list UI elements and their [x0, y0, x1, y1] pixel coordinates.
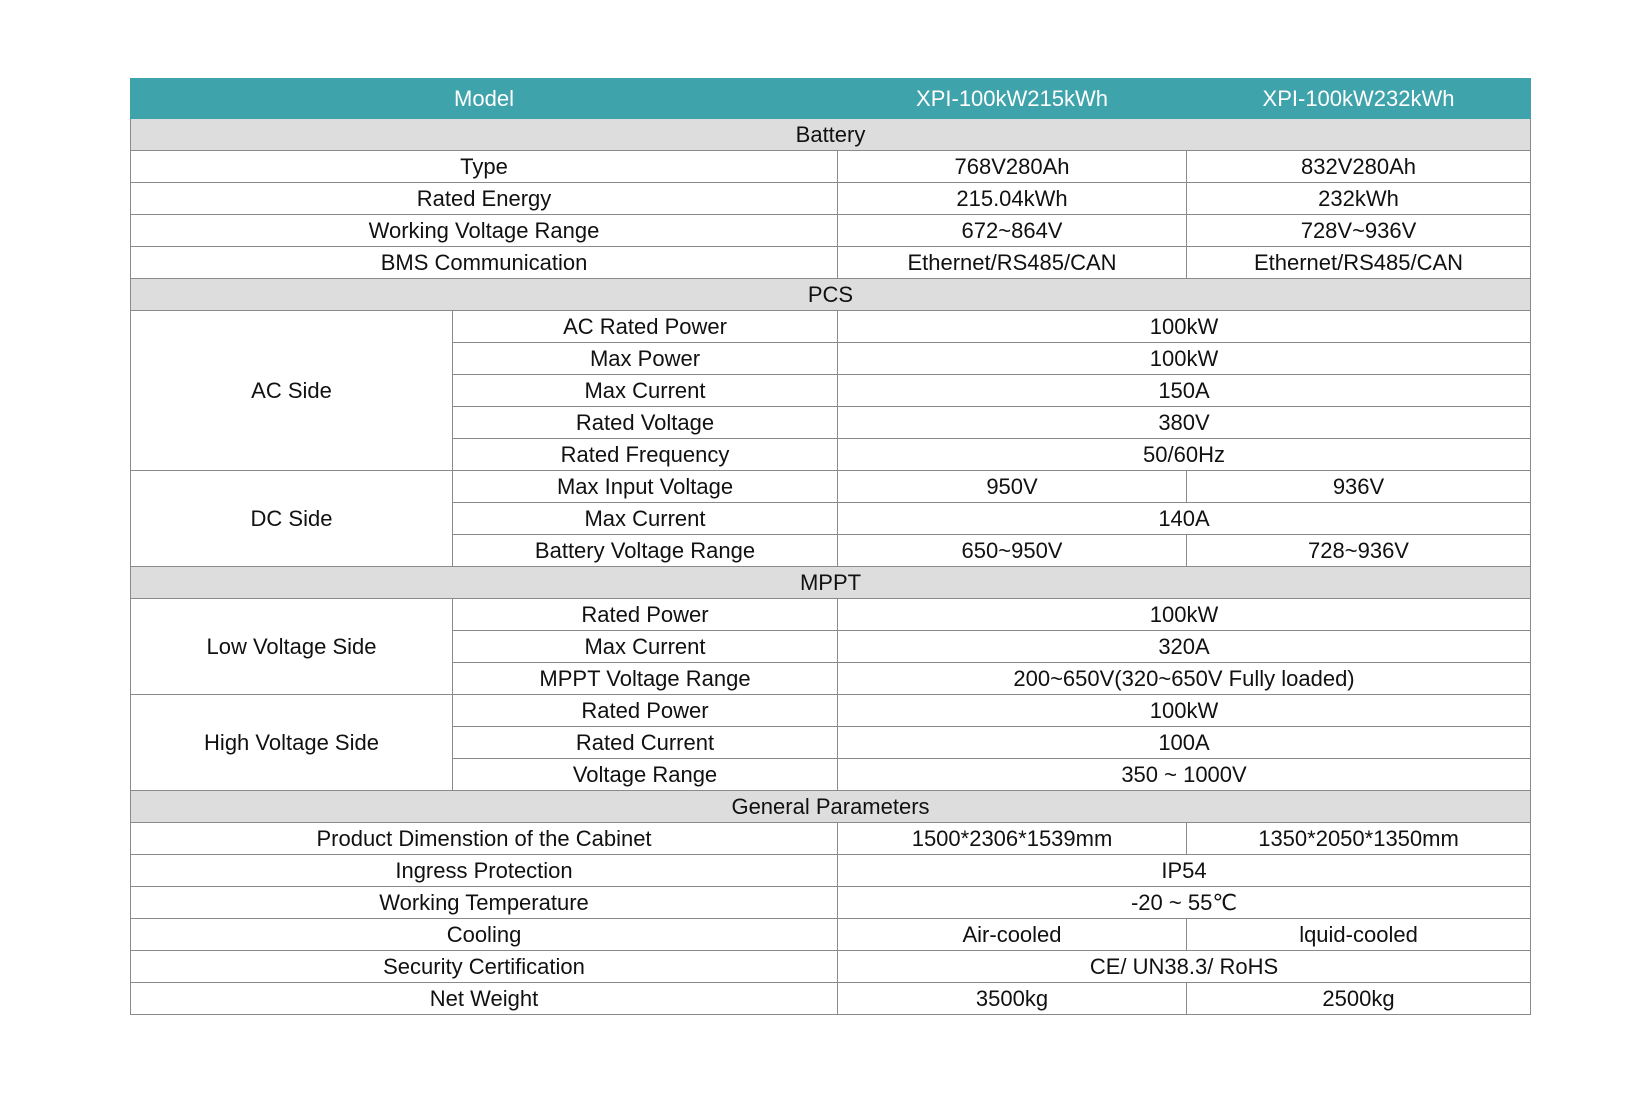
shared-value: 100kW	[838, 343, 1531, 375]
model-header: Model	[131, 79, 838, 119]
value-a: 3500kg	[838, 983, 1187, 1015]
value-b: 2500kg	[1187, 983, 1531, 1015]
group-label-ac-side: AC Side	[131, 311, 453, 471]
shared-value: 140A	[838, 503, 1531, 535]
row-label: Max Power	[453, 343, 838, 375]
group-label-high-voltage-side: High Voltage Side	[131, 695, 453, 791]
row-label: Max Current	[453, 503, 838, 535]
value-b: 232kWh	[1187, 183, 1531, 215]
model-b-header: XPI-100kW232kWh	[1187, 79, 1531, 119]
section-mppt	[131, 567, 1531, 599]
table-row	[131, 951, 1531, 983]
shared-value: -20 ~ 55℃	[838, 887, 1531, 919]
value-b: 728V~936V	[1187, 215, 1531, 247]
shared-value: 100kW	[838, 599, 1531, 631]
shared-value: 350 ~ 1000V	[838, 759, 1531, 791]
shared-value: CE/ UN38.3/ RoHS	[838, 951, 1531, 983]
row-label: Rated Frequency	[453, 439, 838, 471]
section-title: PCS	[131, 279, 1531, 311]
table-row	[131, 887, 1531, 919]
section-title: Battery	[131, 119, 1531, 151]
value-a: Air-cooled	[838, 919, 1187, 951]
section-battery	[131, 119, 1531, 151]
shared-value: 200~650V(320~650V Fully loaded)	[838, 663, 1531, 695]
value-b: lquid-cooled	[1187, 919, 1531, 951]
row-label: Rated Energy	[131, 183, 838, 215]
row-label: Net Weight	[131, 983, 838, 1015]
header-row	[131, 79, 1531, 119]
table-row	[131, 695, 1531, 727]
row-label: MPPT Voltage Range	[453, 663, 838, 695]
table-row	[131, 151, 1531, 183]
table-row	[131, 919, 1531, 951]
shared-value: 380V	[838, 407, 1531, 439]
row-label: Working Voltage Range	[131, 215, 838, 247]
table-row	[131, 471, 1531, 503]
group-label-low-voltage-side: Low Voltage Side	[131, 599, 453, 695]
row-label: Max Input Voltage	[453, 471, 838, 503]
row-label: Product Dimenstion of the Cabinet	[131, 823, 838, 855]
row-label: Max Current	[453, 631, 838, 663]
table-row	[131, 183, 1531, 215]
table-row	[131, 215, 1531, 247]
shared-value: 100kW	[838, 695, 1531, 727]
value-a: Ethernet/RS485/CAN	[838, 247, 1187, 279]
shared-value: 150A	[838, 375, 1531, 407]
value-b: 1350*2050*1350mm	[1187, 823, 1531, 855]
spec-table	[130, 78, 1531, 1015]
section-title: MPPT	[131, 567, 1531, 599]
shared-value: 320A	[838, 631, 1531, 663]
table-row	[131, 823, 1531, 855]
value-b: 936V	[1187, 471, 1531, 503]
table-row	[131, 855, 1531, 887]
row-label: Rated Current	[453, 727, 838, 759]
row-label: Security Certification	[131, 951, 838, 983]
section-pcs	[131, 279, 1531, 311]
table-row	[131, 599, 1531, 631]
value-b: 832V280Ah	[1187, 151, 1531, 183]
shared-value: IP54	[838, 855, 1531, 887]
row-label: Voltage Range	[453, 759, 838, 791]
value-b: 728~936V	[1187, 535, 1531, 567]
row-label: AC Rated Power	[453, 311, 838, 343]
value-a: 950V	[838, 471, 1187, 503]
row-label: Rated Power	[453, 695, 838, 727]
value-a: 1500*2306*1539mm	[838, 823, 1187, 855]
shared-value: 50/60Hz	[838, 439, 1531, 471]
row-label: BMS Communication	[131, 247, 838, 279]
row-label: Max Current	[453, 375, 838, 407]
table-row	[131, 247, 1531, 279]
shared-value: 100A	[838, 727, 1531, 759]
value-a: 768V280Ah	[838, 151, 1187, 183]
row-label: Battery Voltage Range	[453, 535, 838, 567]
table-row	[131, 311, 1531, 343]
group-label-dc-side: DC Side	[131, 471, 453, 567]
row-label: Working Temperature	[131, 887, 838, 919]
section-title: General Parameters	[131, 791, 1531, 823]
row-label: Cooling	[131, 919, 838, 951]
value-b: Ethernet/RS485/CAN	[1187, 247, 1531, 279]
row-label: Rated Voltage	[453, 407, 838, 439]
table-row	[131, 983, 1531, 1015]
row-label: Type	[131, 151, 838, 183]
shared-value: 100kW	[838, 311, 1531, 343]
value-a: 650~950V	[838, 535, 1187, 567]
value-a: 215.04kWh	[838, 183, 1187, 215]
model-a-header: XPI-100kW215kWh	[838, 79, 1187, 119]
value-a: 672~864V	[838, 215, 1187, 247]
row-label: Rated Power	[453, 599, 838, 631]
row-label: Ingress Protection	[131, 855, 838, 887]
section-general	[131, 791, 1531, 823]
